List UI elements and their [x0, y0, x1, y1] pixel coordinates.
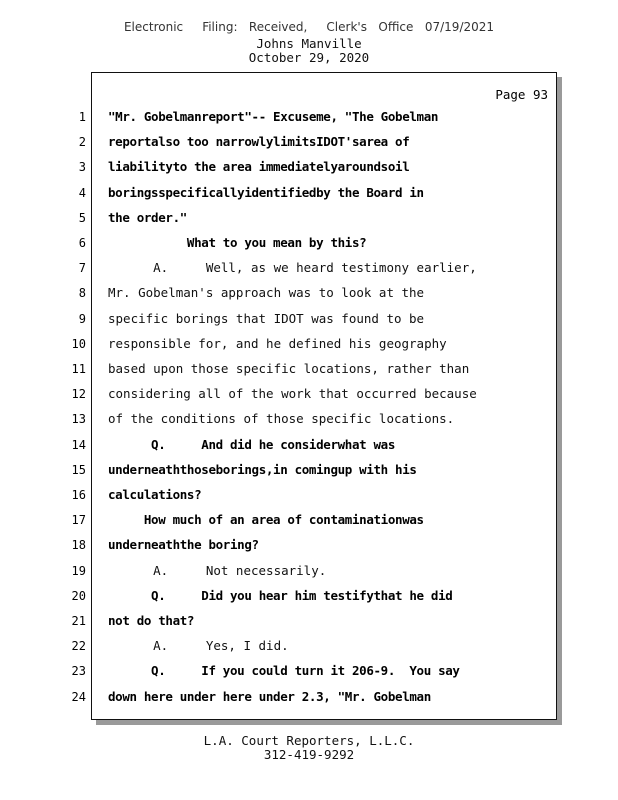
line-text: reportalso too narrowlylimitsIDOT'sarea of: [108, 134, 410, 150]
line-text: boringsspecificallyidentifiedby the Board in: [108, 184, 424, 200]
line-number: 6: [78, 236, 86, 250]
line-text: underneaththe boring?: [108, 537, 259, 553]
line-text: considering all of the work that occurred because: [108, 386, 477, 402]
line-number: 5: [78, 210, 86, 225]
line-number: 13: [71, 412, 86, 427]
line-text: What to you mean by this?: [108, 235, 367, 250]
line-text: Mr. Gobelman's approach was to look at the: [108, 285, 425, 301]
deponent-name: Johns Manville: [256, 36, 362, 51]
line-number: 10: [71, 336, 86, 351]
line-text: Q. If you could turn it 206-9. You say: [108, 663, 460, 679]
line-text: of the conditions of those specific locations.: [108, 411, 455, 427]
transcript-line: [0, 588, 618, 608]
transcript-line: [0, 462, 618, 482]
line-number: 12: [71, 387, 86, 402]
line-text: Q. And did he considerwhat was: [108, 436, 396, 452]
transcript-line: [0, 285, 618, 305]
line-text: How much of an area of contaminationwas: [108, 512, 424, 528]
line-text: A. Well, as we heard testimony earlier,: [108, 260, 477, 276]
filing-stamp: Electronic Filing: Received, Clerk's Office 07/19/2021: [123, 20, 495, 34]
line-number: 9: [78, 311, 86, 326]
line-number: 7: [78, 261, 86, 276]
line-number: 2: [78, 135, 86, 150]
line-text: liabilityto the area immediatelyaroundsoil: [108, 159, 410, 175]
transcript-line: [0, 336, 618, 356]
transcript-line: [0, 638, 618, 658]
line-number: 11: [71, 362, 86, 376]
transcript-line: [0, 185, 618, 205]
transcript-line: [0, 411, 618, 431]
line-text: down here under here under 2.3, "Mr. Gobelman: [108, 688, 431, 704]
line-number: 17: [71, 513, 86, 528]
line-number: 16: [71, 488, 86, 502]
transcript-line: [0, 487, 618, 507]
line-text: specific borings that IDOT was found to be: [108, 310, 425, 326]
line-number: 3: [78, 160, 86, 175]
transcript-line: [0, 563, 618, 583]
line-text: based upon those specific locations, rather than: [108, 361, 470, 376]
transcript-line: [0, 134, 618, 154]
transcript-line: [0, 613, 618, 633]
line-number: 24: [71, 689, 86, 704]
transcript-line: [0, 260, 618, 280]
line-number: 8: [78, 286, 86, 301]
transcript-line: [0, 109, 618, 129]
line-number: 15: [71, 462, 86, 477]
transcript-line: [0, 361, 618, 381]
transcript-line: [0, 235, 618, 255]
transcript-line: [0, 159, 618, 179]
line-number: 14: [71, 437, 86, 452]
transcript-line: [0, 311, 618, 331]
transcript-line: [0, 512, 618, 532]
line-text: A. Yes, I did.: [108, 638, 289, 654]
transcript-line: [0, 437, 618, 457]
transcript-line: [0, 663, 618, 683]
line-text: underneaththoseborings,in comingup with his: [108, 461, 417, 477]
line-number: 20: [71, 588, 86, 603]
line-text: not do that?: [108, 613, 195, 628]
transcript-line: [0, 210, 618, 230]
reporter-company: L.A. Court Reporters, L.L.C.: [203, 733, 415, 748]
line-text: A. Not necessarily.: [108, 562, 327, 578]
line-number: 4: [78, 185, 86, 200]
line-number: 18: [71, 538, 86, 553]
deposition-date: October 29, 2020: [248, 50, 370, 65]
line-text: the order.": [108, 209, 187, 225]
line-text: Q. Did you hear him testifythat he did: [108, 587, 453, 603]
line-text: responsible for, and he defined his geography: [108, 335, 447, 351]
transcript-line: [0, 537, 618, 557]
line-number: 1: [78, 110, 86, 124]
line-number: 23: [71, 664, 86, 679]
transcript-line: [0, 386, 618, 406]
line-number: 21: [71, 614, 86, 628]
line-text: "Mr. Gobelmanreport"-- Excuseme, "The Gobelman: [108, 109, 439, 124]
page-number: Page 93: [495, 87, 548, 102]
line-number: 19: [71, 563, 86, 578]
line-number: 22: [71, 639, 86, 654]
line-text: calculations?: [108, 487, 202, 502]
reporter-phone: 312-419-9292: [263, 747, 355, 762]
transcript-line: [0, 689, 618, 709]
